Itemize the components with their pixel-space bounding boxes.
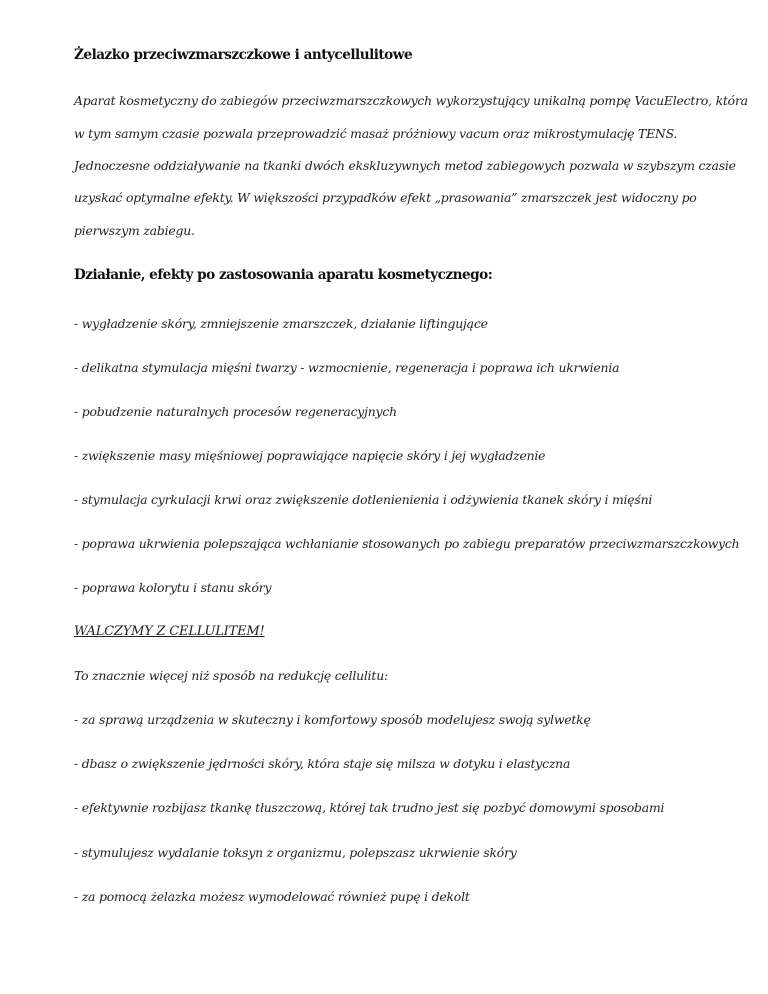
intro-line: Aparat kosmetyczny do zabiegów przeciwzmarszczkowych wykorzystujący unikalną pompę VacuElectro, która	[74, 93, 748, 108]
effect-list-item: - zwiększenie masy mięśniowej poprawiające napięcie skóry i jej wygładzenie	[74, 448, 546, 463]
effect-list-item: - poprawa kolorytu i stanu skóry	[74, 580, 272, 595]
document-title: Żelazko przeciwzmarszczkowe i antycellulitowe	[74, 47, 413, 63]
effect-list-item: - delikatna stymulacja mięśni twarzy - wzmocnienie, regeneracja i poprawa ich ukrwienia	[74, 360, 620, 375]
effect-list-item: - stymulacja cyrkulacji krwi oraz zwiększenie dotlenienienia i odżywienia tkanek skóry i mięśni	[74, 492, 653, 507]
effect-list-item: - pobudzenie naturalnych procesów regeneracyjnych	[74, 404, 397, 419]
cellulite-intro: To znacznie więcej niż sposób na redukcję cellulitu:	[74, 668, 388, 683]
effects-heading: Działanie, efekty po zastosowania aparatu kosmetycznego:	[74, 267, 493, 283]
cellulite-list-item: - stymulujesz wydalanie toksyn z organizmu, polepszasz ukrwienie skóry	[74, 845, 517, 860]
intro-line: w tym samym czasie pozwala przeprowadzić masaż próżniowy vacum oraz mikrostymulację TENS.	[74, 126, 678, 141]
intro-line: pierwszym zabiegu.	[74, 223, 195, 238]
effect-list-item: - poprawa ukrwienia polepszająca wchłanianie stosowanych po zabiegu preparatów przeciwzmarszczkowych	[74, 536, 740, 551]
cellulite-list-item: - za sprawą urządzenia w skuteczny i komfortowy sposób modelujesz swoją sylwetkę	[74, 712, 591, 727]
intro-line: Jednoczesne oddziaływanie na tkanki dwóch ekskluzywnych metod zabiegowych pozwala w szybszym czasie	[74, 158, 736, 173]
cellulite-list-item: - dbasz o zwiększenie jędrności skóry, która staje się milsza w dotyku i elastyczna	[74, 756, 571, 771]
effect-list-item: - wygładzenie skóry, zmniejszenie zmarszczek, działanie liftingujące	[74, 316, 488, 331]
cellulite-heading: WALCZYMY Z CELLULITEM!	[74, 624, 265, 639]
intro-line: uzyskać optymalne efekty. W większości przypadków efekt „prasowania” zmarszczek jest widoczny po	[74, 190, 697, 205]
cellulite-list-item: - za pomocą żelazka możesz wymodelować również pupę i dekolt	[74, 889, 470, 904]
cellulite-list-item: - efektywnie rozbijasz tkankę tłuszczową, której tak trudno jest się pozbyć domowymi sposobami	[74, 800, 665, 815]
